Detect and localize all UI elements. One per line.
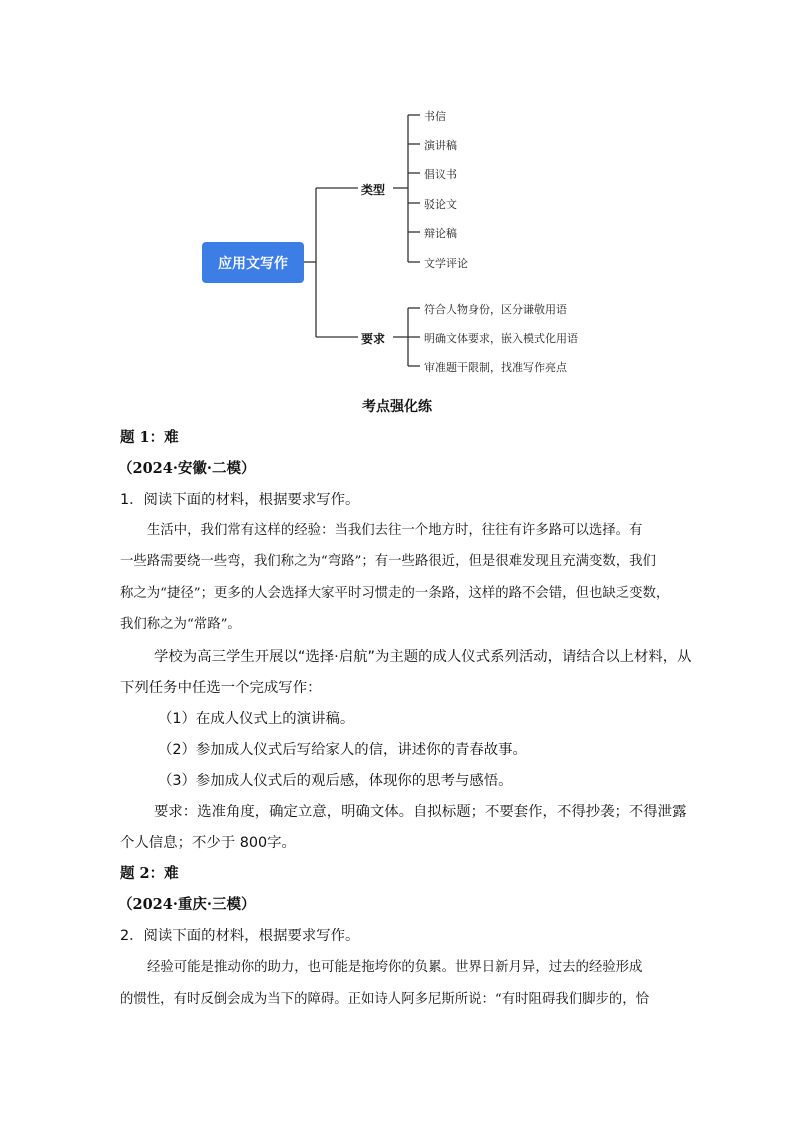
question-1-material-line: 我们称之为“常路”。	[120, 617, 241, 632]
mindmap-type-leaf: 倡议书	[424, 168, 457, 181]
question-1-material-line: 生活中，我们常有这样的经验：当我们去往一个地方时，往往有许多路可以选择。有	[147, 523, 643, 538]
mindmap-type-leaf: 书信	[424, 110, 446, 123]
question-2-source: （2024·重庆·三模）	[118, 896, 256, 913]
section-title: 考点强化练	[362, 399, 432, 415]
mindmap-requirement-leaf: 审准题干限制，找准写作亮点	[424, 361, 567, 374]
question-2-material-line: 经验可能是推动你的助力，也可能是拖垮你的负累。世界日新月异，过去的经验形成	[147, 960, 643, 975]
question-1-task-line: 下列任务中任选一个完成写作：	[120, 680, 322, 696]
mindmap-type-leaf: 驳论文	[424, 198, 457, 211]
question-2-heading: 题 2：难	[120, 865, 179, 882]
mindmap-root-node: 应用文写作	[202, 242, 304, 283]
question-1-option: （3）参加成人仪式后的观后感，体现你的思考与感悟。	[158, 773, 513, 789]
question-2-instruction: 2．阅读下面的材料，根据要求写作。	[120, 928, 360, 944]
mindmap-branch-types: 类型	[361, 183, 386, 197]
mindmap-type-leaf: 文学评论	[424, 257, 468, 270]
question-1-option: （2）参加成人仪式后写给家人的信，讲述你的青春故事。	[158, 742, 527, 758]
question-2-material-line: 的惯性，有时反倒会成为当下的障碍。正如诗人阿多尼斯所说：“有时阻碍我们脚步的，恰	[120, 992, 650, 1007]
question-1-requirement-line: 要求：选准角度，确定立意，明确文体。自拟标题；不要套作，不得抄袭；不得泄露	[154, 804, 687, 820]
question-1-instruction: 1．阅读下面的材料，根据要求写作。	[120, 492, 360, 508]
mindmap-branch-requirements: 要求	[361, 332, 386, 346]
mindmap-type-leaf: 演讲稿	[424, 139, 457, 152]
question-1-option: （1）在成人仪式上的演讲稿。	[158, 711, 355, 727]
mindmap-type-leaf: 辩论稿	[424, 227, 457, 240]
mind-map	[0, 0, 794, 390]
question-1-task-line: 学校为高三学生开展以“选择·启航”为主题的成人仪式系列活动，请结合以上材料，从	[154, 649, 692, 665]
mindmap-requirement-leaf: 明确文体要求，嵌入模式化用语	[424, 332, 578, 345]
mind-map-connectors	[0, 0, 794, 390]
question-1-source: （2024·安徽·二模）	[118, 460, 256, 477]
question-1-heading: 题 1：难	[120, 429, 179, 446]
question-1-material-line: 称之为“捷径”；更多的人会选择大家平时习惯走的一条路，这样的路不会错，但也缺乏变数，	[120, 586, 670, 601]
question-1-material-line: 一些路需要绕一些弯，我们称之为“弯路”；有一些路很近，但是很难发现且充满变数，我们	[120, 554, 656, 569]
mindmap-requirement-leaf: 符合人物身份，区分谦敬用语	[424, 303, 567, 316]
question-1-requirement-line: 个人信息；不少于 800字。	[120, 835, 296, 851]
